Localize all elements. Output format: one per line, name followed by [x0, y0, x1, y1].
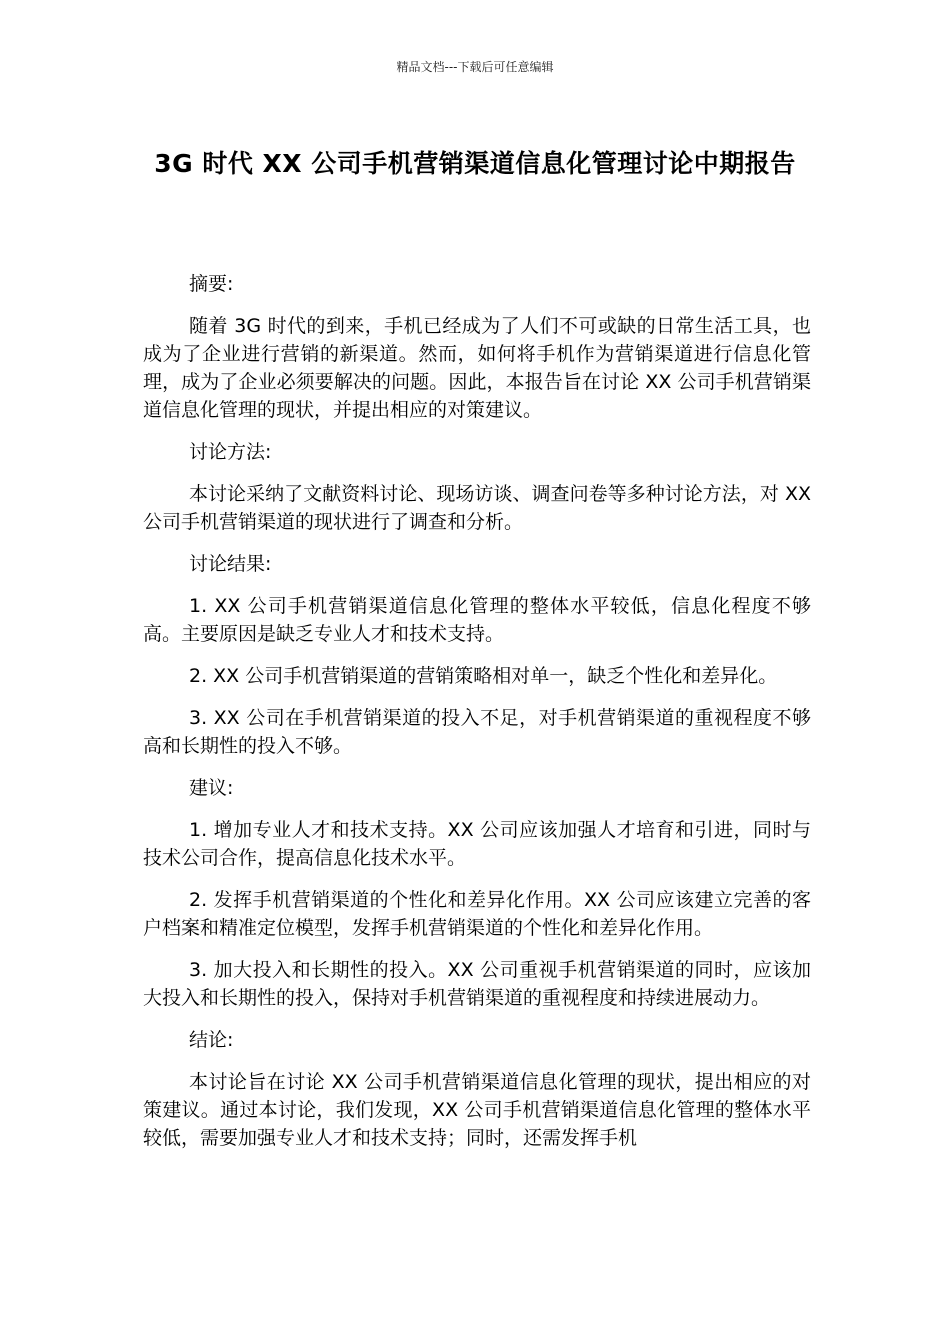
method-paragraph: 本讨论采纳了文献资料讨论、现场访谈、调查问卷等多种讨论方法，对 XX 公司手机营销渠道的现状进行了调查和分析。: [143, 483, 811, 533]
document-body: [143, 270, 811, 1166]
suggestion-item: 1. 增加专业人才和技术支持。XX 公司应该加强人才培育和引进，同时与技术公司合作，提高信息化技术水平。: [143, 819, 811, 869]
suggestions-heading: 建议:: [189, 777, 234, 799]
abstract-heading: 摘要:: [189, 273, 234, 295]
suggestion-item: 3. 加大投入和长期性的投入。XX 公司重视手机营销渠道的同时，应该加大投入和长期性的投入，保持对手机营销渠道的重视程度和持续进展动力。: [143, 959, 811, 1009]
header-note: 精品文档---下载后可任意编辑: [396, 60, 554, 74]
result-item: 1. XX 公司手机营销渠道信息化管理的整体水平较低，信息化程度不够高。主要原因是缺乏专业人才和技术支持。: [143, 595, 811, 645]
document-title: 3G 时代 XX 公司手机营销渠道信息化管理讨论中期报告: [154, 149, 796, 178]
results-heading: 讨论结果:: [189, 553, 272, 575]
abstract-paragraph: 随着 3G 时代的到来，手机已经成为了人们不可或缺的日常生活工具，也成为了企业进行营销的新渠道。然而，如何将手机作为营销渠道进行信息化管理，成为了企业必须要解决的问题。因此，本报告旨在讨论 XX 公司手机营销渠道信息化管理的现状，并提出相应的对策建议。: [143, 315, 811, 421]
conclusion-paragraph: 本讨论旨在讨论 XX 公司手机营销渠道信息化管理的现状，提出相应的对策建议。通过本讨论，我们发现，XX 公司手机营销渠道信息化管理的整体水平较低，需要加强专业人才和技术支持；同时，还需发挥手机: [143, 1071, 811, 1149]
result-item: 3. XX 公司在手机营销渠道的投入不足，对手机营销渠道的重视程度不够高和长期性的投入不够。: [143, 707, 811, 757]
suggestion-item: 2. 发挥手机营销渠道的个性化和差异化作用。XX 公司应该建立完善的客户档案和精准定位模型，发挥手机营销渠道的个性化和差异化作用。: [143, 889, 811, 939]
method-heading: 讨论方法:: [189, 441, 272, 463]
result-item: 2. XX 公司手机营销渠道的营销策略相对单一，缺乏个性化和差异化。: [189, 665, 778, 687]
conclusion-heading: 结论:: [189, 1029, 234, 1051]
